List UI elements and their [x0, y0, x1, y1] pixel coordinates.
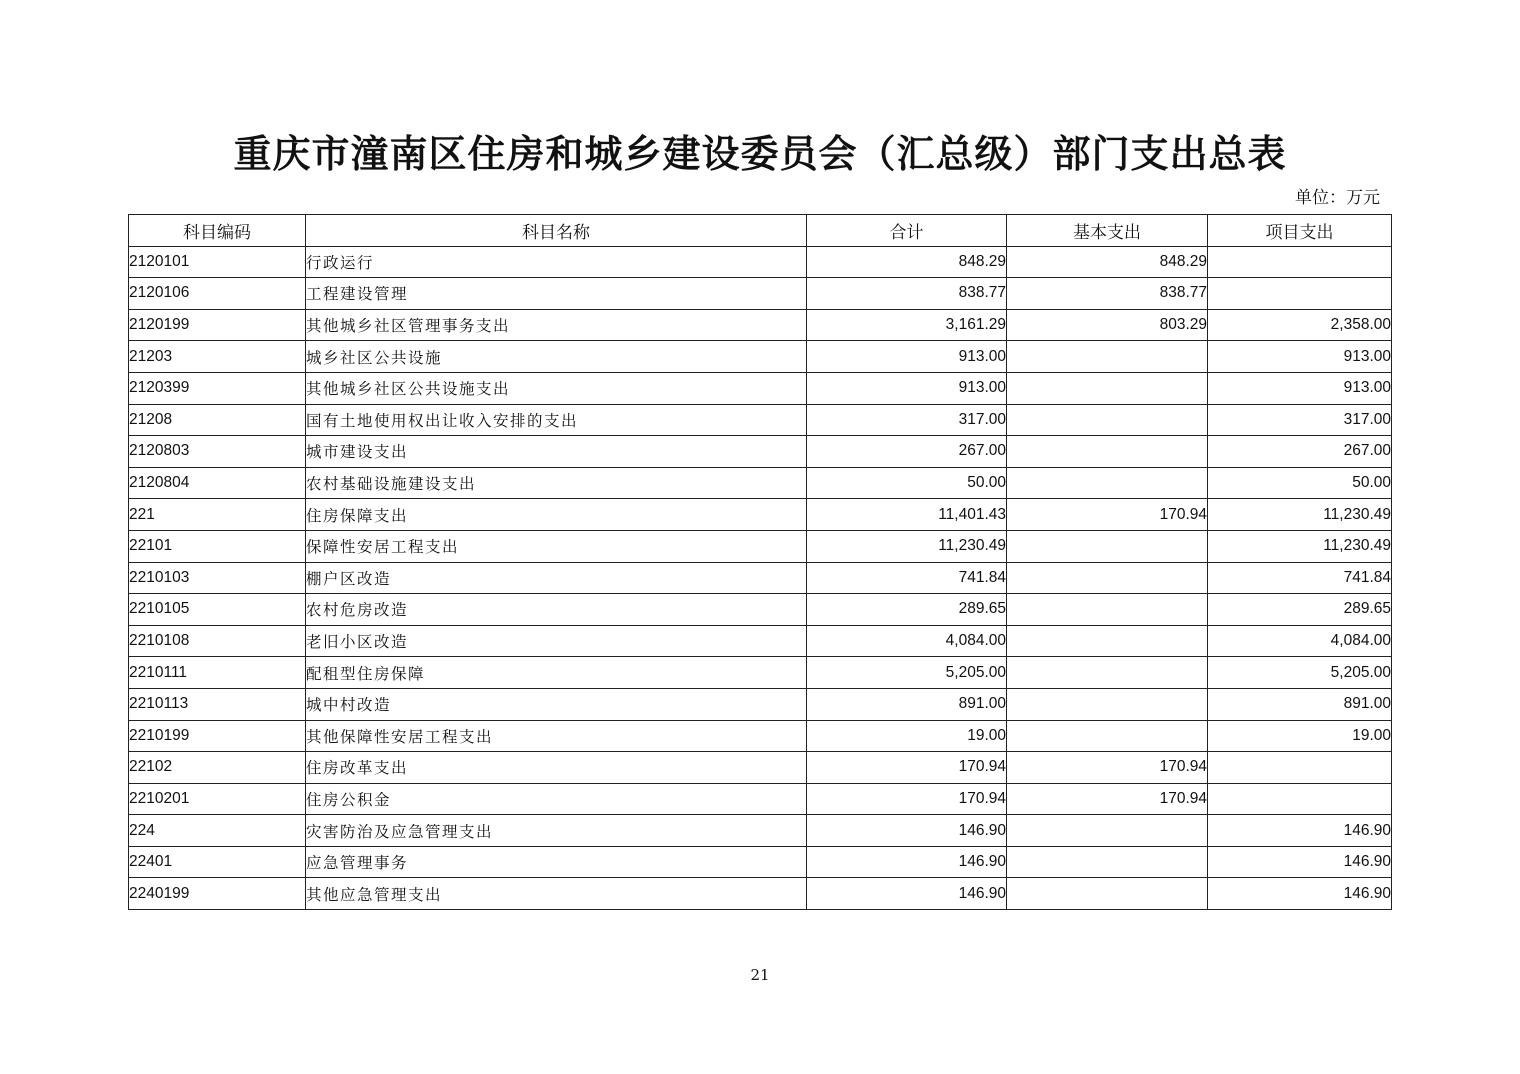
table-row	[129, 752, 1392, 784]
cell-project: 4,084.00	[1208, 625, 1392, 657]
header-code: 科目编码	[129, 215, 306, 247]
cell-basic	[1007, 341, 1208, 373]
table-row	[129, 625, 1392, 657]
table-row	[129, 467, 1392, 499]
expense-table	[128, 214, 1392, 910]
cell-project: 5,205.00	[1208, 657, 1392, 689]
cell-basic: 170.94	[1007, 752, 1208, 784]
cell-basic: 848.29	[1007, 246, 1208, 278]
cell-basic	[1007, 436, 1208, 468]
cell-name: 其他应急管理支出	[306, 878, 807, 910]
cell-total: 741.84	[807, 562, 1007, 594]
cell-total: 267.00	[807, 436, 1007, 468]
cell-name: 棚户区改造	[306, 562, 807, 594]
cell-project	[1208, 752, 1392, 784]
cell-total: 50.00	[807, 467, 1007, 499]
cell-code: 221	[129, 499, 306, 531]
cell-basic	[1007, 594, 1208, 626]
cell-project: 19.00	[1208, 720, 1392, 752]
table-header-row	[129, 215, 1392, 247]
cell-project: 146.90	[1208, 846, 1392, 878]
cell-code: 21208	[129, 404, 306, 436]
header-total: 合计	[807, 215, 1007, 247]
table-row	[129, 878, 1392, 910]
cell-total: 848.29	[807, 246, 1007, 278]
cell-total: 170.94	[807, 752, 1007, 784]
cell-total: 19.00	[807, 720, 1007, 752]
cell-basic: 170.94	[1007, 783, 1208, 815]
cell-project	[1208, 783, 1392, 815]
cell-total: 891.00	[807, 688, 1007, 720]
cell-code: 2210108	[129, 625, 306, 657]
table-row	[129, 278, 1392, 310]
cell-project: 913.00	[1208, 341, 1392, 373]
cell-basic: 170.94	[1007, 499, 1208, 531]
cell-basic	[1007, 625, 1208, 657]
table-row	[129, 688, 1392, 720]
cell-basic	[1007, 688, 1208, 720]
cell-project: 289.65	[1208, 594, 1392, 626]
cell-code: 22401	[129, 846, 306, 878]
table-row	[129, 657, 1392, 689]
cell-basic	[1007, 846, 1208, 878]
table-row	[129, 404, 1392, 436]
cell-basic	[1007, 467, 1208, 499]
table-row	[129, 436, 1392, 468]
cell-total: 838.77	[807, 278, 1007, 310]
table-row	[129, 562, 1392, 594]
header-project: 项目支出	[1208, 215, 1392, 247]
table-row	[129, 783, 1392, 815]
cell-total: 913.00	[807, 372, 1007, 404]
cell-basic	[1007, 878, 1208, 910]
cell-basic	[1007, 404, 1208, 436]
cell-total: 913.00	[807, 341, 1007, 373]
cell-name: 配租型住房保障	[306, 657, 807, 689]
table-row	[129, 309, 1392, 341]
cell-code: 22101	[129, 530, 306, 562]
cell-code: 2210105	[129, 594, 306, 626]
cell-total: 317.00	[807, 404, 1007, 436]
table-row	[129, 499, 1392, 531]
cell-project: 267.00	[1208, 436, 1392, 468]
cell-project: 2,358.00	[1208, 309, 1392, 341]
cell-code: 2210201	[129, 783, 306, 815]
cell-basic	[1007, 372, 1208, 404]
cell-code: 21203	[129, 341, 306, 373]
cell-code: 2120804	[129, 467, 306, 499]
cell-code: 2120106	[129, 278, 306, 310]
cell-name: 城乡社区公共设施	[306, 341, 807, 373]
cell-code: 2120803	[129, 436, 306, 468]
cell-project: 11,230.49	[1208, 530, 1392, 562]
header-name: 科目名称	[306, 215, 807, 247]
cell-total: 11,230.49	[807, 530, 1007, 562]
cell-code: 2210103	[129, 562, 306, 594]
table-row	[129, 246, 1392, 278]
page-title: 重庆市潼南区住房和城乡建设委员会（汇总级）部门支出总表	[233, 132, 1287, 176]
cell-code: 2120199	[129, 309, 306, 341]
cell-code: 2240199	[129, 878, 306, 910]
cell-basic	[1007, 657, 1208, 689]
cell-total: 146.90	[807, 846, 1007, 878]
cell-project: 913.00	[1208, 372, 1392, 404]
cell-name: 行政运行	[306, 246, 807, 278]
cell-name: 农村危房改造	[306, 594, 807, 626]
header-basic: 基本支出	[1007, 215, 1208, 247]
table-row	[129, 846, 1392, 878]
cell-project	[1208, 278, 1392, 310]
cell-code: 2120399	[129, 372, 306, 404]
table-body	[129, 246, 1392, 909]
cell-name: 城市建设支出	[306, 436, 807, 468]
table-row	[129, 341, 1392, 373]
cell-basic: 803.29	[1007, 309, 1208, 341]
cell-name: 灾害防治及应急管理支出	[306, 815, 807, 847]
cell-name: 工程建设管理	[306, 278, 807, 310]
cell-name: 其他城乡社区公共设施支出	[306, 372, 807, 404]
cell-total: 3,161.29	[807, 309, 1007, 341]
table-row	[129, 720, 1392, 752]
cell-code: 2120101	[129, 246, 306, 278]
cell-project: 146.90	[1208, 815, 1392, 847]
cell-total: 289.65	[807, 594, 1007, 626]
cell-project: 317.00	[1208, 404, 1392, 436]
cell-basic: 838.77	[1007, 278, 1208, 310]
cell-total: 170.94	[807, 783, 1007, 815]
table-row	[129, 372, 1392, 404]
cell-name: 农村基础设施建设支出	[306, 467, 807, 499]
cell-code: 224	[129, 815, 306, 847]
table-row	[129, 815, 1392, 847]
cell-code: 2210111	[129, 657, 306, 689]
cell-total: 5,205.00	[807, 657, 1007, 689]
cell-code: 2210113	[129, 688, 306, 720]
cell-basic	[1007, 815, 1208, 847]
cell-project	[1208, 246, 1392, 278]
cell-name: 住房公积金	[306, 783, 807, 815]
cell-total: 11,401.43	[807, 499, 1007, 531]
table-row	[129, 594, 1392, 626]
cell-name: 其他城乡社区管理事务支出	[306, 309, 807, 341]
cell-project: 50.00	[1208, 467, 1392, 499]
cell-name: 城中村改造	[306, 688, 807, 720]
cell-project: 11,230.49	[1208, 499, 1392, 531]
cell-name: 住房保障支出	[306, 499, 807, 531]
cell-project: 741.84	[1208, 562, 1392, 594]
cell-name: 保障性安居工程支出	[306, 530, 807, 562]
unit-label: 单位：万元	[1295, 188, 1380, 208]
cell-code: 2210199	[129, 720, 306, 752]
cell-basic	[1007, 530, 1208, 562]
cell-project: 891.00	[1208, 688, 1392, 720]
cell-total: 146.90	[807, 815, 1007, 847]
cell-total: 4,084.00	[807, 625, 1007, 657]
cell-name: 应急管理事务	[306, 846, 807, 878]
table-row	[129, 530, 1392, 562]
cell-total: 146.90	[807, 878, 1007, 910]
cell-name: 住房改革支出	[306, 752, 807, 784]
cell-name: 国有土地使用权出让收入安排的支出	[306, 404, 807, 436]
cell-name: 老旧小区改造	[306, 625, 807, 657]
cell-code: 22102	[129, 752, 306, 784]
cell-basic	[1007, 720, 1208, 752]
cell-project: 146.90	[1208, 878, 1392, 910]
page-number: 21	[750, 966, 770, 984]
cell-basic	[1007, 562, 1208, 594]
cell-name: 其他保障性安居工程支出	[306, 720, 807, 752]
